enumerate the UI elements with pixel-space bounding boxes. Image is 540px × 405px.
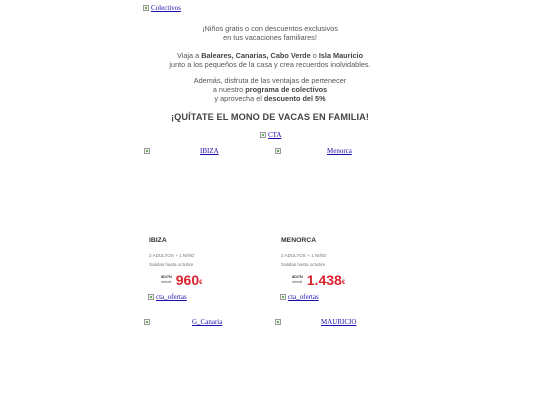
- broken-image-icon: [148, 294, 154, 300]
- price-meta: [161, 275, 172, 285]
- intro-paragraph-1: [140, 24, 400, 42]
- ibiza-alt-text[interactable]: IBIZA: [200, 147, 219, 155]
- offer-duration: 8D/7N: [292, 275, 303, 279]
- ibiza-image[interactable]: [144, 147, 254, 155]
- intro-p2-bold-2: Isla Mauricio: [318, 51, 364, 60]
- mauricio-image[interactable]: [275, 318, 385, 326]
- offer-pax: 2 ADULTOS + 1 NIÑO: [149, 253, 195, 258]
- offer-currency: €: [341, 280, 346, 286]
- offer-departures: Salidas hasta octubre: [149, 262, 194, 267]
- offer-price: 1.438: [306, 272, 342, 288]
- intro-p2-bold-1: Baleares, Canarias, Cabo Verde: [201, 51, 311, 60]
- cta-ofertas-image[interactable]: [148, 293, 187, 301]
- intro-p3-line-1: Además, disfruta de las ventajas de pertenecer: [193, 76, 347, 85]
- offer-from: desde: [161, 280, 172, 284]
- broken-image-icon: [280, 294, 286, 300]
- cta-ofertas-image[interactable]: [280, 293, 319, 301]
- offer-currency: €: [199, 280, 203, 286]
- cta-ofertas-alt-text[interactable]: cta_ofertas: [288, 293, 319, 301]
- intro-paragraph-2: [140, 51, 400, 69]
- intro-p3-line-3: [140, 94, 400, 103]
- price-meta: [292, 275, 303, 285]
- broken-image-icon: [275, 148, 281, 154]
- intro-paragraph-3: [140, 76, 400, 103]
- cta-ofertas-alt-text[interactable]: cta_ofertas: [156, 293, 187, 301]
- broken-image-icon: [143, 5, 149, 11]
- cta-alt-text[interactable]: CTA: [268, 131, 282, 139]
- headline: ¡QUÍTATE EL MONO DE VACAS EN FAMILIA!: [171, 112, 369, 122]
- offer-price-block: [292, 273, 345, 287]
- menorca-alt-text[interactable]: Menorca: [327, 147, 352, 155]
- intro-p2-line-2: junto a los pequeños de la casa y crea recuerdos inolvidables.: [169, 60, 371, 69]
- colectivos-alt-text[interactable]: Colectivos: [151, 4, 181, 12]
- offer-name: IBIZA: [149, 237, 167, 244]
- intro-p3-line-2: [140, 85, 400, 94]
- mauricio-alt-text[interactable]: MAURICIO: [321, 318, 357, 326]
- intro-p3-bold-2: descuento del 5%: [263, 94, 326, 103]
- offer-from: desde: [292, 280, 303, 284]
- intro-p3-prefix-2: y aprovecha el: [214, 94, 264, 103]
- offer-duration: 8D/7N: [161, 275, 172, 279]
- intro-p3-bold: programa de colectivos: [245, 85, 328, 94]
- intro-p3-prefix: a nuestro: [212, 85, 246, 94]
- intro-destinations-line: [140, 51, 400, 60]
- colectivos-image[interactable]: [143, 4, 181, 12]
- menorca-image[interactable]: [275, 147, 385, 155]
- offer-name: MENORCA: [281, 237, 317, 244]
- gran-canaria-alt-text[interactable]: G_Canaria: [192, 318, 223, 326]
- offer-price: 960: [175, 272, 200, 288]
- intro-p2-mid: o: [310, 51, 319, 60]
- offer-price-block: [161, 273, 202, 287]
- cta-image[interactable]: [260, 131, 281, 139]
- broken-image-icon: [144, 148, 150, 154]
- gran-canaria-image[interactable]: [144, 318, 254, 326]
- intro-line-1: ¡Niños gratis o con descuentos exclusivos: [202, 24, 338, 33]
- intro-line-2: en tus vacaciones familiares!: [223, 33, 317, 42]
- offer-pax: 2 ADULTOS + 1 NIÑO: [281, 253, 327, 258]
- intro-p2-prefix: Viaja a: [176, 51, 202, 60]
- broken-image-icon: [260, 132, 266, 138]
- broken-image-icon: [144, 319, 150, 325]
- broken-image-icon: [275, 319, 281, 325]
- offer-departures: Salidas hasta octubre: [281, 262, 326, 267]
